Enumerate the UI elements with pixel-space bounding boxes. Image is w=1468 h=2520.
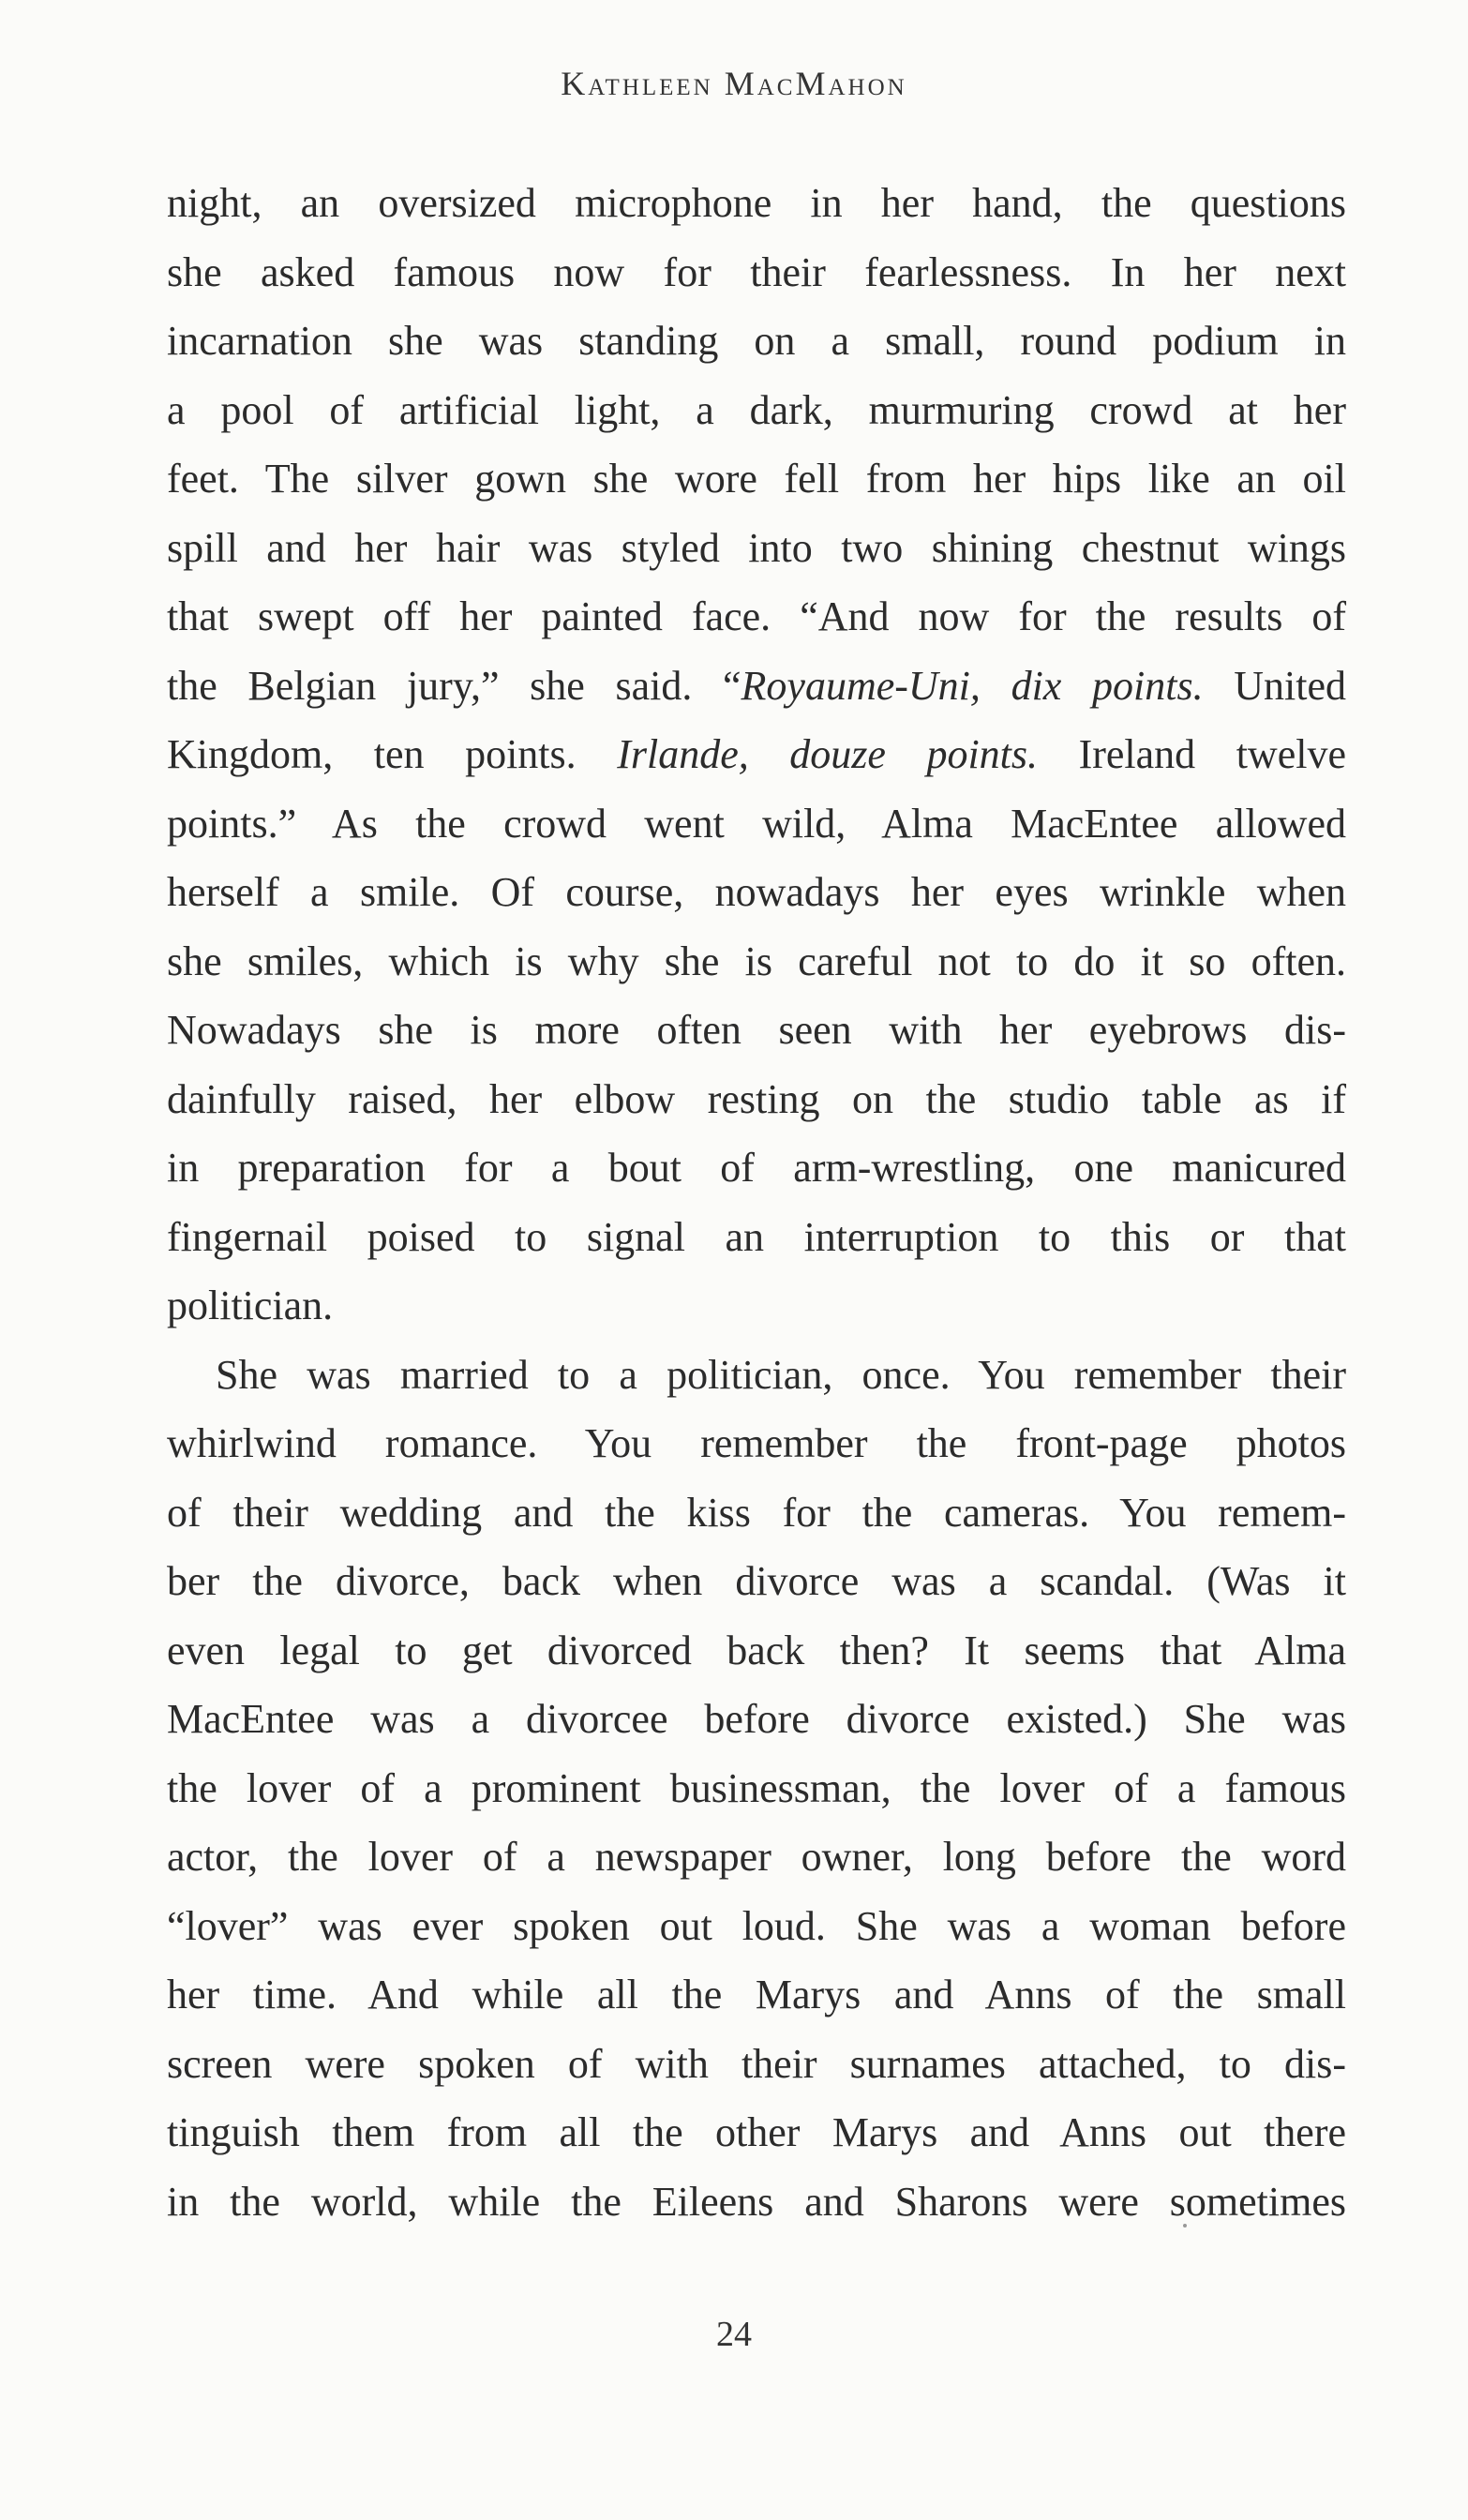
page-number: 24 (716, 2315, 752, 2354)
text-line: points.” As the crowd went wild, Alma MacEntee allowed (167, 800, 1346, 847)
text-line: even legal to get divorced back then? It seems that Alma (167, 1627, 1346, 1673)
paragraph-1 (167, 169, 1346, 1341)
body-text (167, 169, 1346, 2236)
text-line: feet. The silver gown she wore fell from her hips like an oil (167, 456, 1346, 502)
text-line: Kingdom, ten points. Irlande, douze points. Ireland twelve (167, 731, 1346, 777)
text-line: politician. (167, 1282, 334, 1328)
text-line: the Belgian jury,” she said. “Royaume-Uni, dix points. United (167, 662, 1346, 709)
text-line: spill and her hair was styled into two shining chestnut wings (167, 524, 1346, 571)
text-line: her time. And while all the Marys and Anns of the small (167, 1972, 1346, 2018)
text-line: ber the divorce, back when divorce was a scandal. (Was it (167, 1558, 1346, 1604)
text-line: MacEntee was a divorcee before divorce existed.) She was (167, 1696, 1346, 1742)
text-line: of their wedding and the kiss for the cameras. You remem- (167, 1489, 1346, 1536)
text-line: screen were spoken of with their surnames attached, to dis- (167, 2040, 1346, 2087)
text-line: fingernail poised to signal an interruption to this or that (167, 1213, 1346, 1260)
text-line: that swept off her painted face. “And now for the results of (167, 593, 1346, 639)
running-head: Kathleen MacMahon (561, 65, 907, 102)
text-line: tinguish them from all the other Marys and Anns out there (167, 2109, 1346, 2155)
text-line: she asked famous now for their fearlessness. In her next (167, 248, 1346, 295)
text-line: dainfully raised, her elbow resting on the studio table as if (167, 1075, 1346, 1122)
text-line: “lover” was ever spoken out loud. She was a woman before (167, 1902, 1346, 1949)
text-line: herself a smile. Of course, nowadays her eyes wrinkle when (167, 869, 1346, 915)
text-line: in preparation for a bout of arm-wrestling, one manicured (167, 1145, 1346, 1191)
paragraph-2 (167, 1341, 1346, 2237)
text-line: incarnation she was standing on a small, round podium in (167, 318, 1346, 364)
text-line: in the world, while the Eileens and Sharons were sometimes (167, 2178, 1346, 2225)
text-line: She was married to a politician, once. You remember their (216, 1351, 1346, 1398)
text-line: a pool of artificial light, a dark, murmuring crowd at her (167, 386, 1346, 433)
text-line: whirlwind romance. You remember the front-page photos (167, 1420, 1346, 1466)
text-line: night, an oversized microphone in her hand, the questions (167, 180, 1346, 226)
text-line: she smiles, which is why she is careful not to do it so often. (167, 938, 1346, 984)
print-speck (1183, 2224, 1187, 2228)
text-line: Nowadays she is more often seen with her eyebrows dis- (167, 1007, 1346, 1053)
italic-phrase: Royaume-Uni, dix points. (741, 662, 1204, 709)
text-line: actor, the lover of a newspaper owner, long before the word (167, 1834, 1346, 1880)
italic-phrase: Irlande, douze points. (617, 731, 1039, 777)
text-line: the lover of a prominent businessman, the lover of a famous (167, 1764, 1346, 1811)
